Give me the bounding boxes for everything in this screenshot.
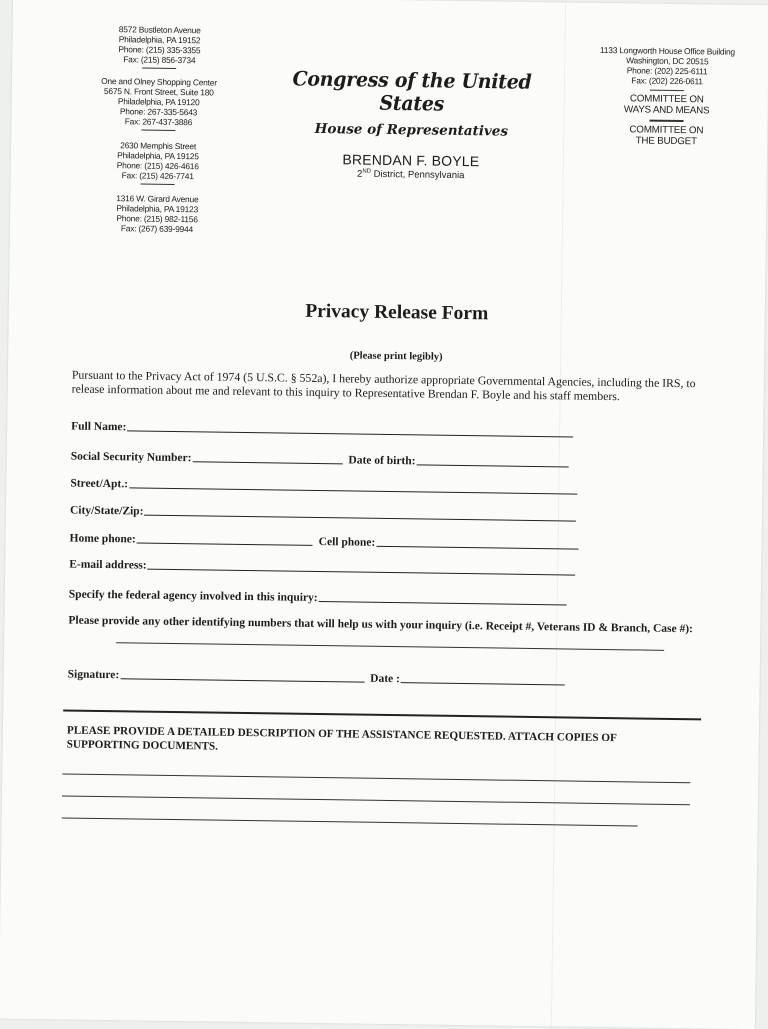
- dob-label: Date of birth:: [348, 454, 416, 468]
- description-line[interactable]: [62, 817, 638, 826]
- section-divider: [63, 709, 701, 720]
- city-row: [70, 504, 577, 524]
- ssn-dob-row: [71, 450, 569, 470]
- committee-ways-means-line1: COMMITTEE ON: [629, 93, 704, 106]
- email-field[interactable]: [148, 559, 576, 576]
- dc-office-line: 1133 Longworth House Office Building: [599, 44, 736, 57]
- district-office-memphis: [93, 140, 224, 189]
- office-line: 2630 Memphis Street: [120, 140, 197, 152]
- full-name-field[interactable]: [127, 420, 573, 437]
- agency-field[interactable]: [319, 591, 567, 605]
- office-line: Philadelphia, PA 19120: [117, 96, 200, 108]
- signature-row: [68, 668, 565, 688]
- description-heading: PLEASE PROVIDE A DETAILED DESCRIPTION OF THE ASSISTANCE REQUESTED. ATTACH COPIES OF SUPPORTING DOCUMENTS.: [66, 724, 617, 753]
- district-office-girard: [92, 193, 223, 235]
- congress-title: Congress of the United States: [292, 67, 532, 116]
- home-phone-field[interactable]: [137, 532, 313, 545]
- form-title: Privacy Release Form: [305, 300, 489, 325]
- office-divider: [650, 90, 684, 92]
- dob-field[interactable]: [416, 454, 568, 467]
- print-instruction: (Please print legibly): [349, 350, 443, 363]
- email-label: E-mail address:: [69, 558, 147, 572]
- description-line[interactable]: [62, 795, 690, 805]
- letterhead: [261, 68, 563, 182]
- cell-phone-label: Cell phone:: [318, 536, 376, 549]
- office-divider: [142, 67, 176, 69]
- office-line: Phone: (215) 982-1156: [116, 213, 198, 225]
- office-line: Philadelphia, PA 19123: [116, 203, 199, 215]
- signature-label: Signature:: [67, 668, 120, 682]
- office-line: Phone: (215) 426-4616: [116, 160, 199, 172]
- dc-office-line: Washington, DC 20515: [626, 55, 709, 67]
- date-label: Date :: [370, 672, 401, 686]
- district-text: District, Pennsylvania: [370, 168, 465, 182]
- signature-field[interactable]: [120, 668, 364, 682]
- district-office-olney: [85, 76, 232, 135]
- other-ids-field[interactable]: [116, 642, 664, 651]
- office-divider: [649, 120, 683, 122]
- ssn-field[interactable]: [192, 451, 342, 464]
- agency-row: [69, 588, 567, 608]
- office-line: Philadelphia, PA 19152: [118, 34, 201, 46]
- committee-budget-line1: COMMITTEE ON: [629, 124, 704, 137]
- office-divider: [141, 183, 175, 185]
- office-line: Fax: (215) 426-7741: [121, 170, 194, 182]
- office-line: Phone: (215) 335-3355: [118, 44, 201, 56]
- district-number: 2: [356, 168, 363, 180]
- home-phone-label: Home phone:: [69, 532, 136, 546]
- district-office-bustleton: [94, 24, 225, 73]
- office-line: Phone: 267-335-5643: [119, 106, 198, 118]
- office-line: Fax: (267) 639-9944: [120, 223, 194, 235]
- ssn-label: Social Security Number:: [70, 450, 192, 465]
- full-name-row: [71, 420, 573, 440]
- office-line: 5675 N. Front Street, Suite 180: [103, 85, 214, 98]
- full-name-label: Full Name:: [71, 420, 127, 434]
- representative-name: BRENDAN F. BOYLE: [342, 151, 480, 170]
- committee-ways-means-line2: WAYS AND MEANS: [623, 104, 710, 117]
- city-state-zip-label: City/State/Zip:: [69, 504, 144, 518]
- privacy-act-statement: Pursuant to the Privacy Act of 1974 (5 U.S.C. § 552a), I hereby authorize appropriate Governmental Agencies, including the IRS, to release information about me and relevant to this inquiry to Representative Brendan F. Boyle and his staff members.: [71, 367, 696, 404]
- agency-label: Specify the federal agency involved in this inquiry:: [68, 588, 318, 604]
- dc-office-line: Phone: (202) 225-6111: [626, 65, 708, 77]
- committee-budget-line2: THE BUDGET: [635, 135, 697, 148]
- date-field[interactable]: [401, 672, 565, 685]
- office-divider: [141, 129, 175, 131]
- office-line: One and Olney Shopping Center: [101, 75, 217, 88]
- street-field[interactable]: [129, 477, 577, 494]
- other-ids-label: Please provide any other identifying numbers that will help us with your inquiry (i.e. Receipt #, Veterans ID & Branch, Case #):: [68, 614, 694, 636]
- office-line: Philadelphia, PA 19125: [117, 150, 199, 162]
- dc-office-line: Fax: (202) 226-0611: [631, 75, 703, 87]
- street-row: [70, 477, 577, 497]
- office-line: Fax: (215) 856-3734: [123, 54, 196, 66]
- house-title: House of Representatives: [314, 120, 509, 140]
- cell-phone-field[interactable]: [376, 536, 578, 550]
- office-line: 8572 Bustleton Avenue: [118, 24, 201, 36]
- dc-office: [571, 45, 762, 148]
- office-line: Fax: 267-437-3886: [124, 116, 193, 128]
- street-label: Street/Apt.:: [70, 477, 129, 491]
- phone-row: [70, 532, 579, 552]
- office-line: 1316 W. Girard Avenue: [116, 193, 199, 205]
- district-suffix: ND: [362, 168, 372, 175]
- description-line[interactable]: [62, 773, 690, 783]
- email-row: [69, 558, 576, 578]
- city-state-zip-field[interactable]: [144, 505, 576, 522]
